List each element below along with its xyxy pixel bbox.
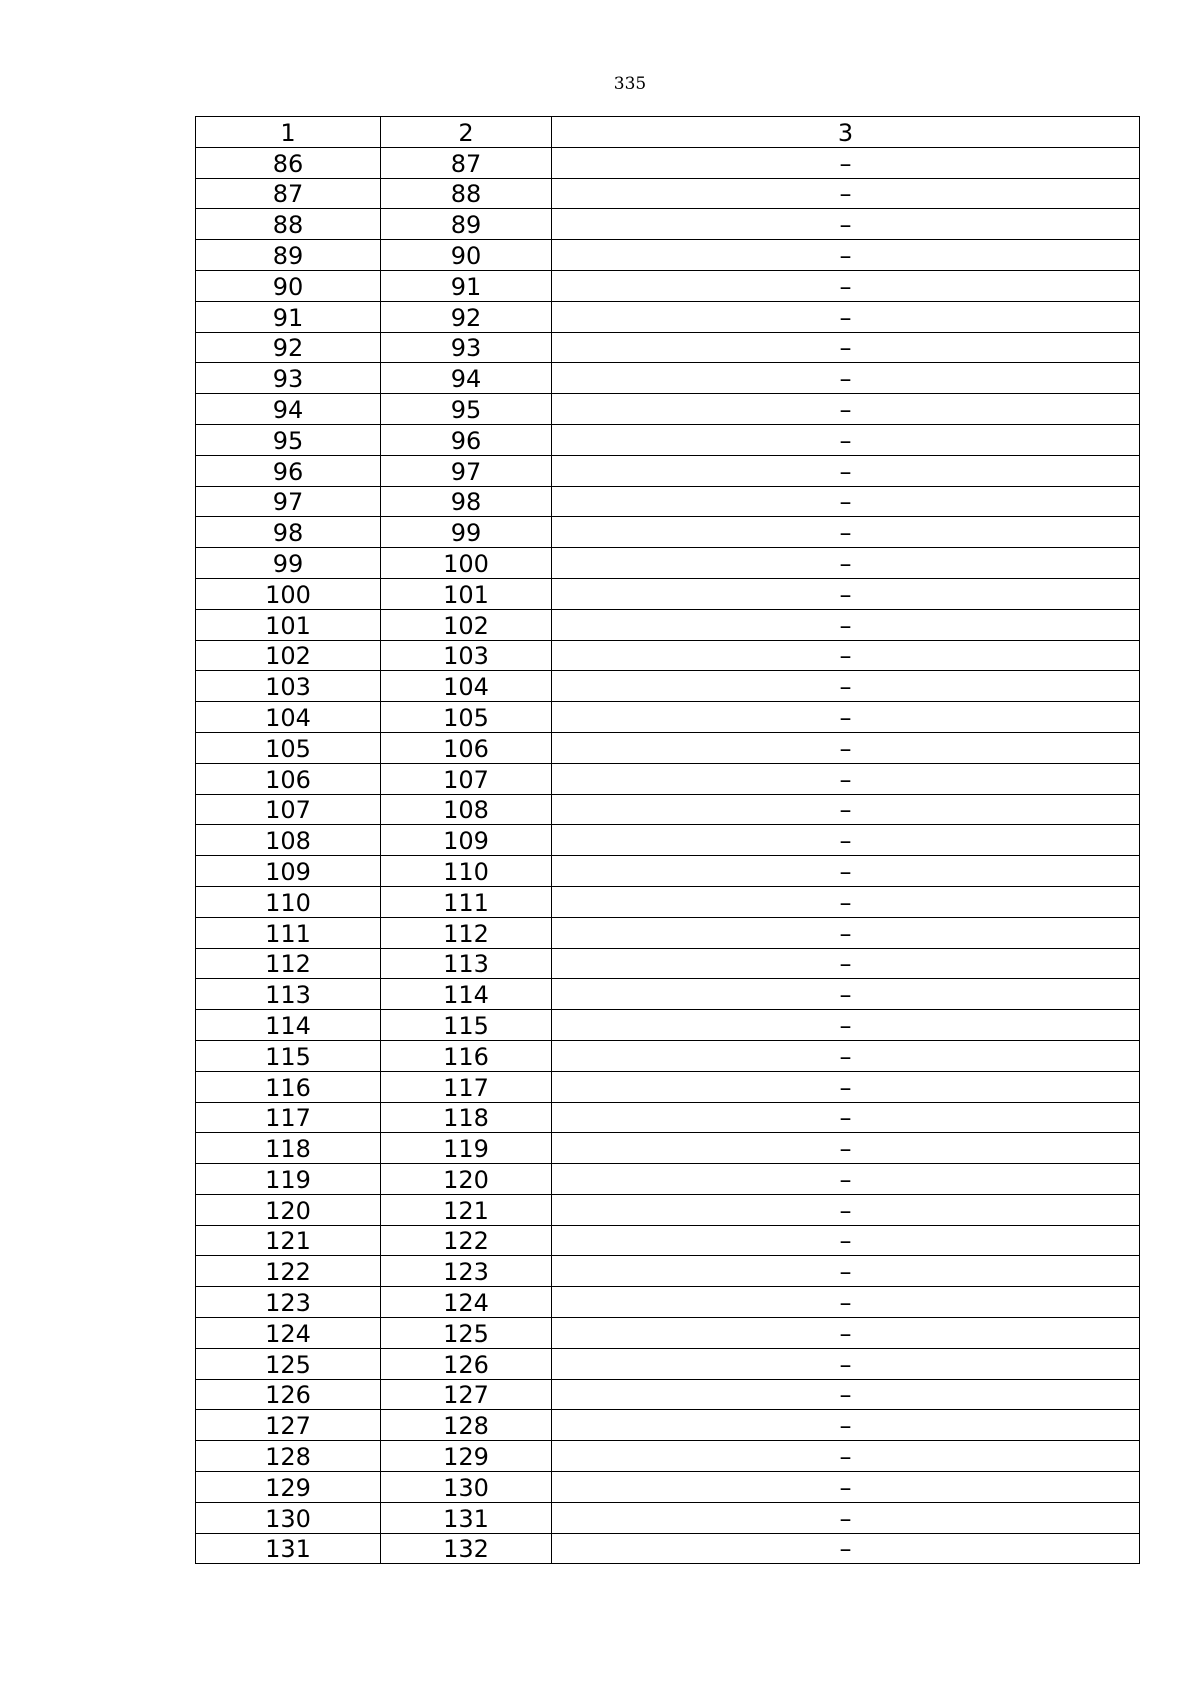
table-cell-col3: – — [552, 794, 1140, 825]
table-cell-col3: – — [552, 455, 1140, 486]
table-cell-col1: 97 — [196, 486, 381, 517]
table-row — [196, 1133, 1140, 1164]
table-cell-col1: 117 — [196, 1102, 381, 1133]
table-cell-col2: 88 — [381, 178, 552, 209]
table-cell-col3: – — [552, 609, 1140, 640]
table-cell-col1: 101 — [196, 609, 381, 640]
table-cell-col2: 113 — [381, 948, 552, 979]
table-cell-col2: 124 — [381, 1287, 552, 1318]
table-row — [196, 671, 1140, 702]
table-cell-col1: 107 — [196, 794, 381, 825]
table-cell-col3: – — [552, 1010, 1140, 1041]
table-cell-col2: 105 — [381, 702, 552, 733]
table-cell-col2: 99 — [381, 517, 552, 548]
table-cell-col3: – — [552, 394, 1140, 425]
table-cell-col1: 122 — [196, 1256, 381, 1287]
table-cell-col2: 115 — [381, 1010, 552, 1041]
table-cell-col2: 117 — [381, 1071, 552, 1102]
table-row — [196, 1225, 1140, 1256]
table-cell-col1: 92 — [196, 332, 381, 363]
table-cell-col1: 98 — [196, 517, 381, 548]
table-cell-col3: – — [552, 1379, 1140, 1410]
table-row — [196, 794, 1140, 825]
table-row — [196, 1010, 1140, 1041]
table-row — [196, 1472, 1140, 1503]
table-row — [196, 455, 1140, 486]
table-row — [196, 1441, 1140, 1472]
column-header-2: 2 — [381, 117, 552, 148]
table-cell-col2: 109 — [381, 825, 552, 856]
table-row — [196, 732, 1140, 763]
table-cell-col2: 123 — [381, 1256, 552, 1287]
table-cell-col3: – — [552, 917, 1140, 948]
table-cell-col3: – — [552, 1164, 1140, 1195]
table-cell-col3: – — [552, 332, 1140, 363]
table-cell-col3: – — [552, 763, 1140, 794]
table-cell-col1: 112 — [196, 948, 381, 979]
table-cell-col2: 100 — [381, 548, 552, 579]
table-cell-col1: 93 — [196, 363, 381, 394]
table-cell-col2: 102 — [381, 609, 552, 640]
table-cell-col3: – — [552, 1348, 1140, 1379]
table-cell-col3: – — [552, 979, 1140, 1010]
table-cell-col3: – — [552, 640, 1140, 671]
table-row — [196, 1071, 1140, 1102]
table-cell-col1: 99 — [196, 548, 381, 579]
table-cell-col1: 105 — [196, 732, 381, 763]
table-row — [196, 1164, 1140, 1195]
table-cell-col3: – — [552, 147, 1140, 178]
table-cell-col1: 94 — [196, 394, 381, 425]
table-cell-col1: 120 — [196, 1194, 381, 1225]
table-row — [196, 332, 1140, 363]
table-cell-col1: 118 — [196, 1133, 381, 1164]
table-cell-col1: 106 — [196, 763, 381, 794]
table-cell-col1: 126 — [196, 1379, 381, 1410]
table-cell-col3: – — [552, 1472, 1140, 1503]
table-row — [196, 948, 1140, 979]
table-cell-col1: 127 — [196, 1410, 381, 1441]
table-cell-col3: – — [552, 1071, 1140, 1102]
table-cell-col1: 119 — [196, 1164, 381, 1195]
table-cell-col2: 128 — [381, 1410, 552, 1441]
table-cell-col3: – — [552, 886, 1140, 917]
table-cell-col3: – — [552, 209, 1140, 240]
table-row — [196, 517, 1140, 548]
table-cell-col2: 91 — [381, 270, 552, 301]
table-cell-col2: 94 — [381, 363, 552, 394]
table-cell-col3: – — [552, 270, 1140, 301]
table-cell-col1: 89 — [196, 240, 381, 271]
table-cell-col3: – — [552, 363, 1140, 394]
table-cell-col1: 109 — [196, 856, 381, 887]
table-row — [196, 702, 1140, 733]
table-cell-col3: – — [552, 1133, 1140, 1164]
table-row — [196, 548, 1140, 579]
table-cell-col2: 125 — [381, 1318, 552, 1349]
table-cell-col3: – — [552, 1194, 1140, 1225]
table-row — [196, 640, 1140, 671]
table-row — [196, 1287, 1140, 1318]
table-cell-col2: 103 — [381, 640, 552, 671]
table-cell-col3: – — [552, 548, 1140, 579]
table-cell-col1: 124 — [196, 1318, 381, 1349]
table-cell-col3: – — [552, 702, 1140, 733]
table-cell-col2: 129 — [381, 1441, 552, 1472]
table-row — [196, 270, 1140, 301]
table-cell-col2: 96 — [381, 424, 552, 455]
table-row — [196, 178, 1140, 209]
table-cell-col3: – — [552, 1287, 1140, 1318]
table-cell-col1: 123 — [196, 1287, 381, 1318]
table-cell-col3: – — [552, 486, 1140, 517]
table-row — [196, 825, 1140, 856]
table-cell-col1: 104 — [196, 702, 381, 733]
table-cell-col2: 92 — [381, 301, 552, 332]
table-cell-col1: 130 — [196, 1502, 381, 1533]
table-cell-col3: – — [552, 856, 1140, 887]
column-header-1: 1 — [196, 117, 381, 148]
table-cell-col1: 103 — [196, 671, 381, 702]
table-cell-col1: 116 — [196, 1071, 381, 1102]
table-cell-col3: – — [552, 1410, 1140, 1441]
table-row — [196, 578, 1140, 609]
table-body — [196, 147, 1140, 1564]
table-row — [196, 301, 1140, 332]
table-cell-col2: 97 — [381, 455, 552, 486]
table-row — [196, 240, 1140, 271]
table-cell-col3: – — [552, 178, 1140, 209]
table-row — [196, 1410, 1140, 1441]
table-cell-col1: 111 — [196, 917, 381, 948]
table-row — [196, 424, 1140, 455]
table-cell-col3: – — [552, 1040, 1140, 1071]
table-cell-col3: – — [552, 1502, 1140, 1533]
table-row — [196, 1102, 1140, 1133]
table-row — [196, 1040, 1140, 1071]
table-cell-col2: 126 — [381, 1348, 552, 1379]
table-row — [196, 394, 1140, 425]
data-table — [195, 116, 1140, 1564]
table-cell-col2: 90 — [381, 240, 552, 271]
table-row — [196, 1256, 1140, 1287]
table-cell-col2: 116 — [381, 1040, 552, 1071]
table-cell-col3: – — [552, 1441, 1140, 1472]
table-cell-col2: 130 — [381, 1472, 552, 1503]
table-cell-col2: 120 — [381, 1164, 552, 1195]
table-cell-col1: 125 — [196, 1348, 381, 1379]
table-row — [196, 209, 1140, 240]
table-cell-col2: 106 — [381, 732, 552, 763]
table-row — [196, 763, 1140, 794]
table-cell-col1: 129 — [196, 1472, 381, 1503]
table-cell-col1: 100 — [196, 578, 381, 609]
table-cell-col2: 119 — [381, 1133, 552, 1164]
table-cell-col2: 131 — [381, 1502, 552, 1533]
table-cell-col1: 114 — [196, 1010, 381, 1041]
table-cell-col2: 108 — [381, 794, 552, 825]
table-cell-col2: 112 — [381, 917, 552, 948]
table-cell-col2: 114 — [381, 979, 552, 1010]
table-row — [196, 363, 1140, 394]
table-cell-col3: – — [552, 1533, 1140, 1564]
table-cell-col3: – — [552, 240, 1140, 271]
table-row — [196, 1379, 1140, 1410]
table-cell-col2: 98 — [381, 486, 552, 517]
table-cell-col2: 122 — [381, 1225, 552, 1256]
table-row — [196, 979, 1140, 1010]
table-row — [196, 1502, 1140, 1533]
table-cell-col2: 101 — [381, 578, 552, 609]
table-row — [196, 1533, 1140, 1564]
table-cell-col2: 107 — [381, 763, 552, 794]
table-cell-col2: 110 — [381, 856, 552, 887]
table-cell-col1: 131 — [196, 1533, 381, 1564]
table-cell-col1: 96 — [196, 455, 381, 486]
table-cell-col3: – — [552, 578, 1140, 609]
table-cell-col3: – — [552, 1256, 1140, 1287]
table-cell-col3: – — [552, 1225, 1140, 1256]
table-cell-col1: 86 — [196, 147, 381, 178]
table-row — [196, 1194, 1140, 1225]
table-cell-col2: 111 — [381, 886, 552, 917]
table-cell-col1: 128 — [196, 1441, 381, 1472]
column-header-3: 3 — [552, 117, 1140, 148]
table-row — [196, 856, 1140, 887]
table-cell-col3: – — [552, 1318, 1140, 1349]
table-cell-col1: 115 — [196, 1040, 381, 1071]
table-row — [196, 486, 1140, 517]
table-cell-col3: – — [552, 671, 1140, 702]
table-cell-col2: 104 — [381, 671, 552, 702]
table-cell-col2: 87 — [381, 147, 552, 178]
table-cell-col1: 88 — [196, 209, 381, 240]
table-cell-col2: 93 — [381, 332, 552, 363]
table-cell-col1: 121 — [196, 1225, 381, 1256]
table-cell-col1: 110 — [196, 886, 381, 917]
table-row — [196, 1348, 1140, 1379]
table-row — [196, 1318, 1140, 1349]
table-cell-col1: 87 — [196, 178, 381, 209]
table-cell-col3: – — [552, 825, 1140, 856]
table-cell-col2: 95 — [381, 394, 552, 425]
table-cell-col1: 108 — [196, 825, 381, 856]
table-cell-col3: – — [552, 517, 1140, 548]
table-row — [196, 147, 1140, 178]
table-cell-col3: – — [552, 424, 1140, 455]
table-row — [196, 886, 1140, 917]
table-row — [196, 917, 1140, 948]
page-number: 335 — [613, 74, 647, 94]
table-cell-col1: 95 — [196, 424, 381, 455]
table-cell-col2: 127 — [381, 1379, 552, 1410]
table-cell-col3: – — [552, 1102, 1140, 1133]
table-cell-col3: – — [552, 732, 1140, 763]
table-cell-col1: 90 — [196, 270, 381, 301]
table-cell-col2: 89 — [381, 209, 552, 240]
table-cell-col2: 118 — [381, 1102, 552, 1133]
table-cell-col1: 102 — [196, 640, 381, 671]
table-cell-col3: – — [552, 301, 1140, 332]
table-row — [196, 609, 1140, 640]
table-cell-col1: 113 — [196, 979, 381, 1010]
table-cell-col2: 121 — [381, 1194, 552, 1225]
table-header-row — [196, 117, 1140, 148]
table-cell-col2: 132 — [381, 1533, 552, 1564]
table-cell-col3: – — [552, 948, 1140, 979]
table-cell-col1: 91 — [196, 301, 381, 332]
